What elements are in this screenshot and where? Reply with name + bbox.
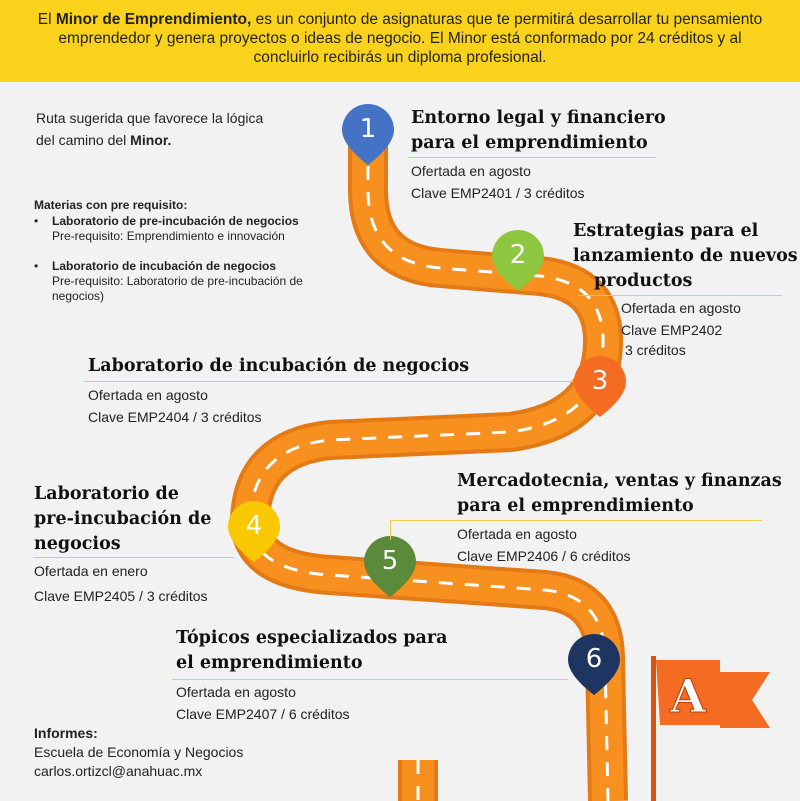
divider [408, 157, 656, 158]
flag-icon [651, 656, 770, 801]
course-1-title: Entorno legal y financiero para el emprendimiento [411, 108, 666, 153]
course-4-info: Ofertada en enero Clave EMP2405 / 3 créditos [34, 563, 208, 604]
course-2-info: Ofertada en agosto Clave EMP2402 3 créditos [621, 300, 741, 358]
contact-email[interactable]: carlos.ortizcl@anahuac.mx [34, 763, 203, 779]
prereq-item: • Laboratorio de incubación de negocios Pre-requisito: Laboratorio de pre-incubación de negocios) [34, 259, 303, 303]
contact-block [34, 724, 243, 781]
svg-text:1: 1 [359, 114, 377, 144]
course-2-title: Estrategias para el lanzamiento de nuevos productos [573, 221, 798, 291]
svg-text:4: 4 [245, 511, 263, 541]
banner-text: El Minor de Emprendimiento, es un conjunto de asignaturas que te permitirá desarrollar tu pensamiento emprendedor y genera proyectos o ideas de negocio. El Minor está conformado por 24 créditos y al concluirlo recibirás un diploma profesional. [37, 11, 763, 66]
svg-text:A: A [670, 669, 706, 723]
prereq-heading: Materias con pre requisito: [34, 198, 188, 212]
contact-heading: Informes: [34, 725, 98, 741]
prereq-block [34, 198, 334, 304]
svg-text:2: 2 [509, 240, 527, 270]
course-6-title: Tópicos especializados para el emprendimiento [176, 628, 448, 673]
divider [84, 381, 574, 382]
svg-text:6: 6 [585, 644, 603, 674]
route-intro: Ruta sugerida que favorece la lógica del camino del Minor. [36, 110, 264, 148]
divider [390, 520, 391, 540]
course-3-info: Ofertada en agosto Clave EMP2404 / 3 créditos [88, 387, 262, 425]
course-4-title: Laboratorio de pre-incubación de negocios [34, 484, 212, 554]
divider [390, 520, 762, 521]
banner-strong: Minor de Emprendimiento, [55, 11, 252, 28]
course-1-info: Ofertada en agosto Clave EMP2401 / 3 créditos [411, 163, 585, 201]
course-5-info: Ofertada en agosto Clave EMP2406 / 6 créditos [457, 526, 631, 564]
contact-org: Escuela de Economía y Negocios [34, 744, 244, 760]
course-3-title: Laboratorio de incubación de negocios [88, 356, 470, 376]
course-5-title: Mercadotecnia, ventas y finanzas para el emprendimiento [457, 471, 782, 516]
prereq-item: • Laboratorio de pre-incubación de negocios Pre-requisito: Emprendimiento e innovación [34, 214, 299, 243]
divider [172, 679, 568, 680]
svg-text:5: 5 [381, 546, 399, 576]
course-6-info: Ofertada en agosto Clave EMP2407 / 6 créditos [176, 684, 350, 722]
divider [578, 295, 782, 296]
divider [34, 557, 234, 558]
svg-text:3: 3 [591, 366, 609, 396]
